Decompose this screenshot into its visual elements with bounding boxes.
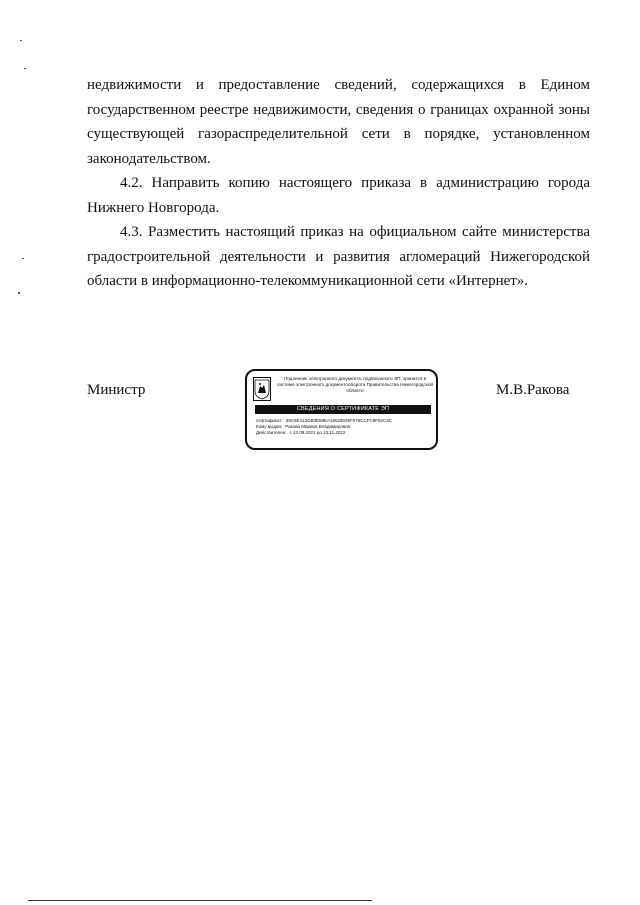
electronic-signature-stamp — [245, 369, 438, 450]
stamp-note: Подлинник электронного документа, подписанного ЭП, хранится в системе электронного документооборота Правительства Нижегородской области — [277, 376, 433, 393]
owner-value: Ракова Марина Владимировна — [285, 424, 351, 429]
certificate-label: Сертификат: — [256, 418, 283, 423]
scan-mark — [20, 40, 22, 41]
certificate-value: 39C8E413GB3E59EA16528035F075CCFC9F92C3C — [285, 418, 393, 423]
signatory-title: Министр — [87, 382, 146, 398]
scan-mark — [22, 258, 24, 259]
validity-row — [256, 430, 432, 436]
owner-label: Кому выдан: — [256, 424, 283, 429]
scan-mark — [18, 292, 20, 294]
scan-mark — [24, 68, 26, 69]
stamp-title: СВЕДЕНИЯ О СЕРТИФИКАТЕ ЭП — [255, 405, 431, 414]
paragraph-4-3: 4.3. Разместить настоящий приказ на официальном сайте министерства градостроительной деятельности и развития агломераций Нижегородской области в информационно-телекоммуникационной сети «Интернет». — [87, 224, 590, 289]
certificate-details — [256, 418, 432, 436]
document-body — [87, 73, 590, 294]
coat-of-arms-icon — [253, 377, 271, 401]
paragraph-continuation: недвижимости и предоставление сведений, содержащихся в Едином государственном реестре недвижимости, сведения о границах охранной зоны существующей газораспределительной сети в порядке, установленном законодательством. — [87, 77, 590, 167]
signatory-name: М.В.Ракова — [496, 382, 570, 398]
paragraph-4-2: 4.2. Направить копию настоящего приказа в администрацию города Нижнего Новгорода. — [87, 175, 590, 216]
validity-label: Действителен: — [256, 430, 287, 435]
validity-value: с 13.08.2021 до 13.11.2022 — [289, 430, 346, 435]
bottom-divider — [28, 900, 372, 901]
